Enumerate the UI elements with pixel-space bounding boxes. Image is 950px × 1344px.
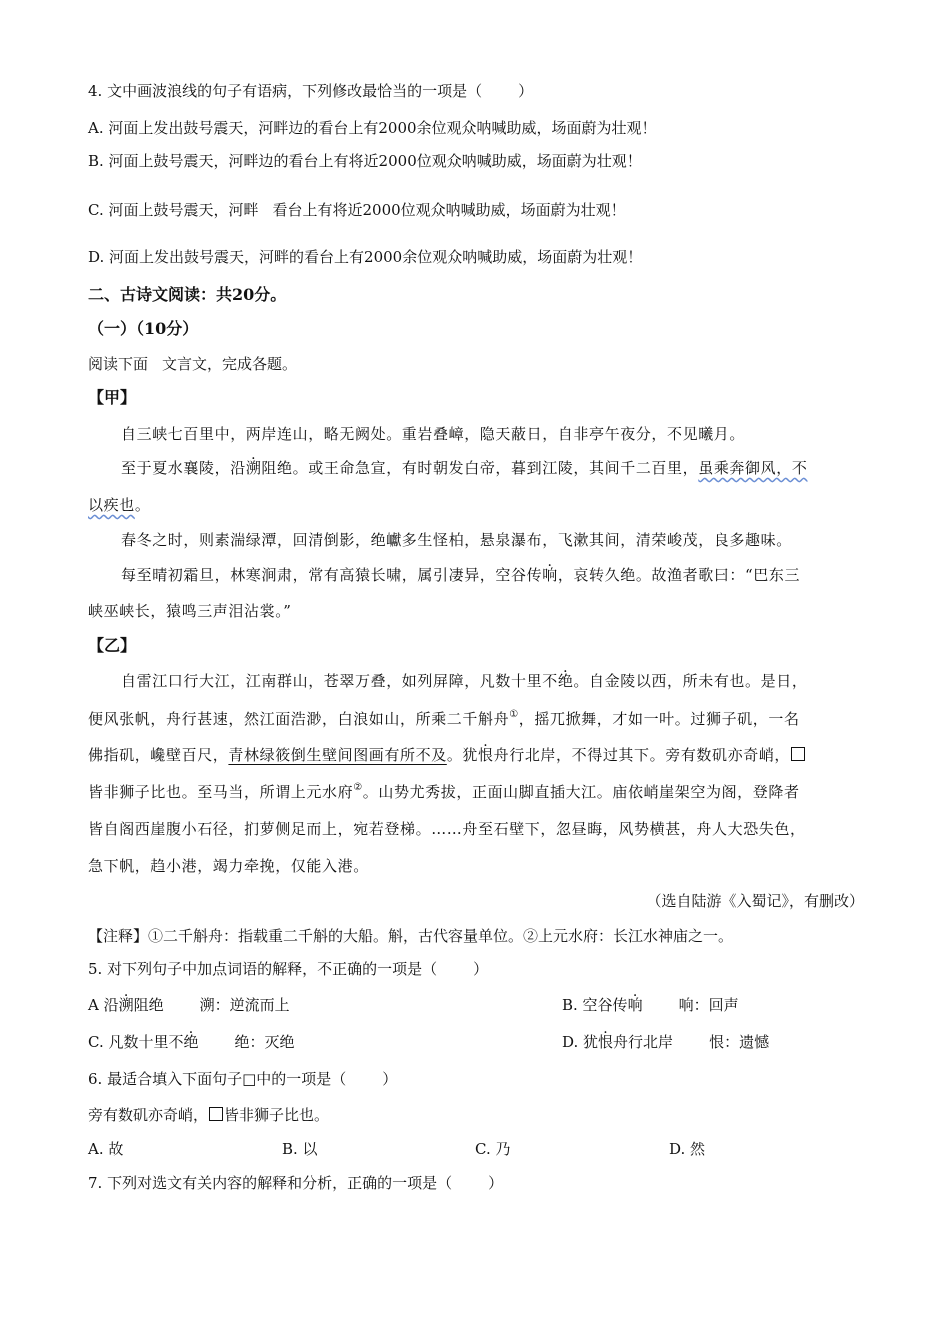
q5-row-cd — [88, 1031, 864, 1053]
q5-stem: 5. 对下列句子中加点词语的解释，不正确的一项是（ ） — [88, 960, 489, 978]
jia-paragraph-1: 自三峡七百里中，两岸连山，略无阙处。重岩叠嶂，隐天蔽日，自非亭午夜分，不见曦月。 — [121, 425, 746, 443]
q6-stem: 6. 最适合填入下面句子□中的一项是（ ） — [88, 1070, 398, 1088]
q5-option-b[interactable]: B. 空谷传响 响：回声 — [562, 996, 739, 1014]
q6-option-b[interactable]: B. 以 — [282, 1140, 318, 1158]
q4-stem: 4. 文中画波浪线的句子有语病，下列修改最恰当的一项是（ ） — [88, 82, 534, 100]
yi-line-4: 皆非狮子比也。至马当，所谓上元水府②。山势尤秀拔，正面山脚直插大江。庙依峭崖架空为阁，登降者 — [88, 782, 800, 801]
jia-paragraph-4-cont: 峡巫峡长，猿鸣三声泪沾裳。” — [88, 602, 292, 620]
q4-option-c[interactable]: C. 河面上鼓号震天，河畔 看台上有将近2000位观众呐喊助威，场面蔚为壮观！ — [88, 201, 626, 219]
passage-yi-label: 【乙】 — [88, 636, 137, 655]
jia-paragraph-4: 每至晴初霜旦，林寒涧肃，常有高猿长啸，属引凄异，空谷传响，哀转久绝。故渔者歌曰：“巴东三 — [121, 566, 801, 584]
q6-option-c[interactable]: C. 乃 — [475, 1140, 511, 1158]
passage-jia-label: 【甲】 — [88, 388, 137, 407]
q4-option-d[interactable]: D. 河面上发出鼓号震天，河畔的看台上有2000余位观众呐喊助威，场面蔚为壮观！ — [88, 248, 643, 266]
q6-sentence: 旁有数矶亦奇峭， 皆非狮子比也。 — [88, 1106, 330, 1124]
passage-source: （选自陆游《入蜀记》，有删改） — [646, 892, 864, 910]
reading-instruction: 阅读下面 文言文，完成各题。 — [88, 355, 298, 373]
section-title: 二、古诗文阅读：共20分。 — [88, 285, 287, 304]
jia-paragraph-2-cont: 以疾也。 — [88, 496, 151, 514]
wavy-sentence: 虽乘奔御风，不 — [698, 459, 808, 477]
q6-option-d[interactable]: D. 然 — [669, 1140, 706, 1158]
yi-line-3: 佛指矶，巉壁百尺，青林绿筱倒生壁间图画有所不及。犹恨舟行北岸，不得过其下。旁有数矶亦奇峭， — [88, 744, 864, 766]
jia-paragraph-3: 春冬之时，则素湍绿潭，回清倒影，绝巘多生怪柏，悬泉瀑布，飞漱其间，清荣峻茂，良多趣味。 — [121, 531, 792, 549]
yi-line-5: 皆自阁西崖腹小石径，扪萝侧足而上，宛若登梯。……舟至石壁下，忽昼晦，风势横甚，舟人大恐失色， — [88, 820, 806, 838]
blank-box — [209, 1107, 223, 1121]
q5-option-a[interactable]: A 沿溯阻绝 溯：逆流而上 — [88, 996, 290, 1014]
jia-paragraph-2: 至于夏水襄陵，沿溯阻绝。或王命急宣，有时朝发白帝，暮到江陵，其间千二百里，虽乘奔御风，不 — [121, 459, 808, 477]
q4-option-a[interactable]: A. 河面上发出鼓号震天，河畔边的看台上有2000余位观众呐喊助威，场面蔚为壮观！ — [88, 119, 657, 137]
q7-stem: 7. 下列对选文有关内容的解释和分析，正确的一项是（ ） — [88, 1174, 504, 1192]
q5-option-c[interactable]: C. 凡数十里不绝 绝：灭绝 — [88, 1033, 295, 1051]
q5-option-d[interactable]: D. 犹恨舟行北岸 恨：遗憾 — [562, 1033, 770, 1051]
underlined-sentence: 青林绿筱倒生壁间图画有所不及 — [228, 746, 447, 764]
annotation-note: 【注释】①二千斛舟：指载重二千斛的大船。斛，古代容量单位。②上元水府：长江水神庙之一。 — [88, 927, 734, 945]
subsection-title: （一）（10分） — [88, 319, 199, 338]
q4-option-b[interactable]: B. 河面上鼓号震天，河畔边的看台上有将近2000位观众呐喊助威，场面蔚为壮观！ — [88, 152, 642, 170]
yi-line-6: 急下帆，趋小港，竭力牵挽，仅能入港。 — [88, 857, 369, 875]
q5-row-ab — [88, 994, 864, 1016]
blank-box — [791, 747, 805, 761]
q6-option-a[interactable]: A. 故 — [88, 1140, 124, 1158]
yi-line-1: 自雷江口行大江，江南群山，苍翠万叠，如列屏障，凡数十里不绝。自金陵以西，所未有也。是日， — [121, 672, 808, 690]
yi-line-2: 便风张帆，舟行甚速，然江面浩渺，白浪如山，所乘二千斛舟①，摇兀掀舞，才如一叶。过狮子矶，一名 — [88, 709, 800, 728]
